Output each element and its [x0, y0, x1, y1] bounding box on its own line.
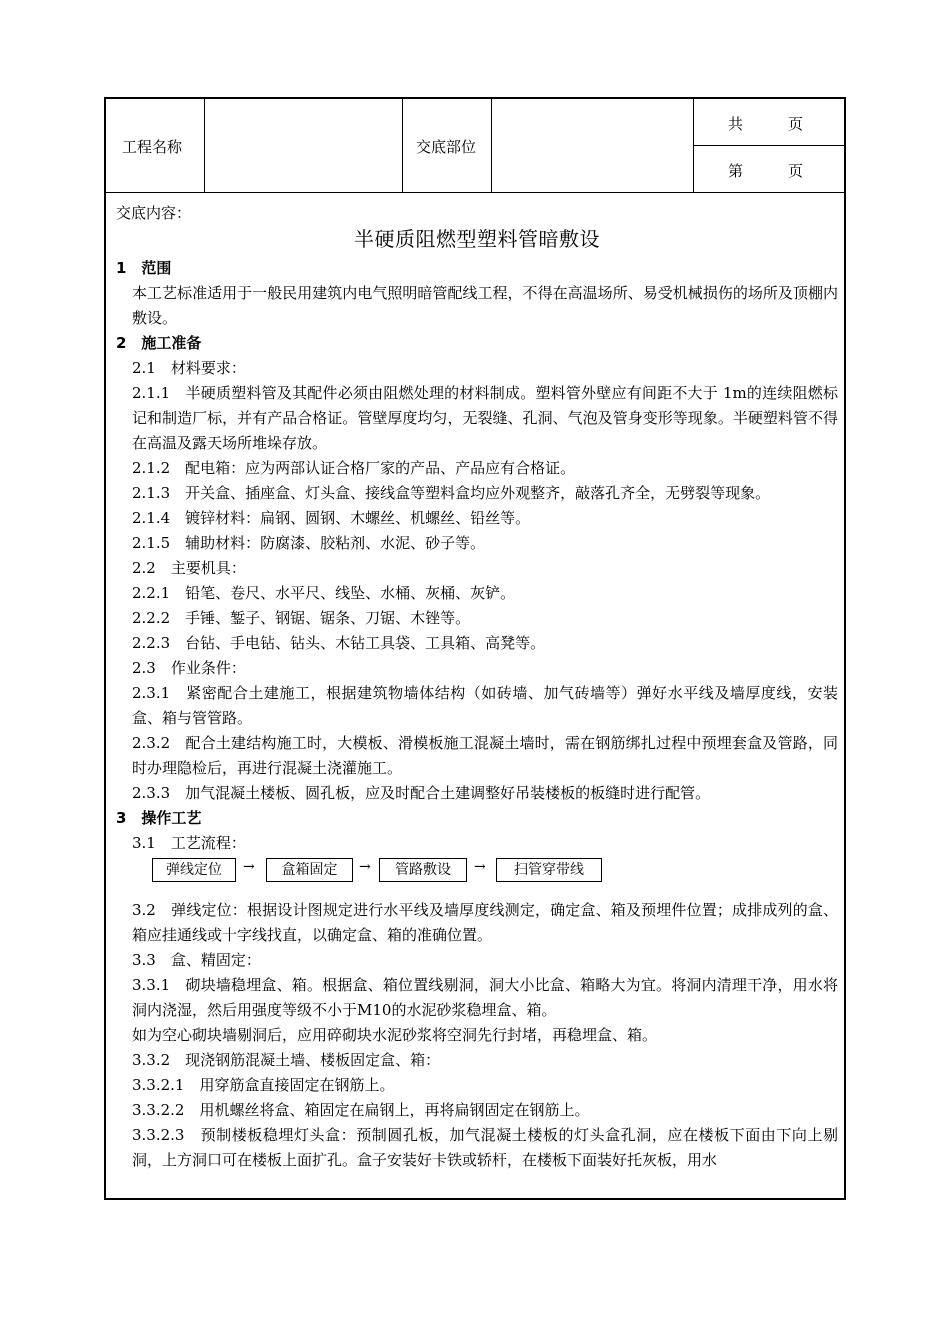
- paragraph: 2.2.2 手锤、錾子、钢锯、锯条、刀锯、木锉等。: [132, 609, 471, 627]
- subsection-heading: 2.3 作业条件：: [132, 659, 246, 677]
- paragraph: 2.3.1 紧密配合土建施工，根据建筑物墙体结构（如砖墙、加气砖墙等）弹好水平线及墙厚度线，安装盒、箱与管管路。: [132, 684, 838, 727]
- paragraph: 2.1.2 配电箱：应为两部认证合格厂家的产品、产品应有合格证。: [132, 459, 576, 477]
- section-heading: 2 施工准备: [116, 334, 202, 352]
- paragraph: 2.1.4 镀锌材料：扁钢、圆钢、木螺丝、机螺丝、铅丝等。: [132, 509, 531, 527]
- divider: [693, 145, 844, 146]
- subsection-heading: 3.1 工艺流程：: [132, 834, 246, 852]
- paragraph: 2.1.5 辅助材料：防腐漆、胶粘剂、水泥、砂子等。: [132, 534, 486, 552]
- subsection-heading: 2.2 主要机具：: [132, 559, 246, 577]
- flow-step: 扫管穿带线: [496, 858, 602, 882]
- project-name-label: 工程名称: [122, 138, 183, 156]
- flow-step: 弹线定位: [152, 858, 236, 882]
- divider: [204, 99, 205, 192]
- paragraph: 2.2.1 铅笔、卷尺、水平尺、线坠、水桶、灰桶、灰铲。: [132, 584, 516, 602]
- paragraph: 2.1.3 开关盒、插座盒、灯头盒、接线盒等塑料盒均应外观整齐，敲落孔齐全，无劈裂等现象。: [132, 484, 771, 502]
- subsection-heading: 3.3 盒、精固定：: [132, 951, 261, 969]
- flow-step: 盒箱固定: [266, 858, 353, 882]
- section-heading: 1 范围: [116, 259, 172, 277]
- document-sheet: [104, 97, 846, 1200]
- flow-step: 管路敷设: [379, 858, 467, 882]
- process-flow: [116, 856, 838, 898]
- divider: [402, 99, 403, 192]
- location-label: 交底部位: [416, 138, 477, 156]
- arrow-icon: →: [359, 859, 371, 875]
- paragraph: 3.2 弹线定位：根据设计图规定进行水平线及墙厚度线测定，确定盒、箱及预埋件位置；成排成列的盒、箱应挂通线或十字线找直，以确定盒、箱的准确位置。: [132, 901, 838, 944]
- divider: [491, 99, 492, 192]
- document-title: 半硬质阻燃型塑料管暗敷设: [354, 227, 600, 251]
- section-heading: 3 操作工艺: [116, 809, 202, 827]
- header-table: [106, 99, 844, 193]
- paragraph: 2.2.3 台钻、手电钻、钻头、木钻工具袋、工具箱、高凳等。: [132, 634, 546, 652]
- paragraph: 3.3.2.2 用机螺丝将盒、箱固定在扁钢上，再将扁钢固定在钢筋上。: [132, 1101, 590, 1119]
- paragraph: 3.3.2 现浇钢筋混凝土墙、楼板固定盒、箱：: [132, 1051, 441, 1069]
- paragraph: 3.3.1 砌块墙稳埋盒、箱。根据盒、箱位置线剔洞，洞大小比盒、箱略大为宜。将洞内清理干净，用水将洞内浇湿，然后用强度等级不小于M10的水泥砂浆稳埋盒、箱。: [132, 976, 838, 1019]
- paragraph: 2.1.1 半硬质塑料管及其配件必须由阻燃处理的材料制成。塑料管外壁应有间距不大于 1m的连续阻燃标记和制造厂标，并有产品合格证。管壁厚度均匀，无裂缝、孔洞、气泡及管身变形等现象。半硬塑料管不得在高温及露天场所堆垛存放。: [132, 384, 838, 452]
- paragraph: 3.3.2.3 预制楼板稳埋灯头盒：预制圆孔板，加气混凝土楼板的灯头盒孔洞，应在楼板下面由下向上剔洞，上方洞口可在楼板上面扩孔。盒子安装好卡铁或轿杆，在楼板下面装好托灰板，用水: [132, 1126, 838, 1169]
- paragraph: 本工艺标准适用于一般民用建筑内电气照明暗管配线工程，不得在高温场所、易受机械损伤的场所及顶棚内敷设。: [132, 284, 838, 327]
- paragraph: 如为空心砌块墙剔洞后，应用碎砌块水泥砂浆将空洞先行封堵，再稳埋盒、箱。: [132, 1026, 658, 1044]
- paragraph: 3.3.2.1 用穿筋盒直接固定在钢筋上。: [132, 1076, 395, 1094]
- subsection-heading: 2.1 材料要求：: [132, 359, 246, 377]
- page-number-label: 第 页: [728, 162, 804, 180]
- content-label: 交底内容：: [116, 204, 192, 222]
- arrow-icon: →: [243, 859, 255, 875]
- document-body: [116, 201, 838, 1173]
- arrow-icon: →: [474, 859, 486, 875]
- paragraph: 2.3.3 加气混凝土楼板、圆孔板，应及时配合土建调整好吊装楼板的板缝时进行配管。: [132, 784, 711, 802]
- paragraph: 2.3.2 配合土建结构施工时，大模板、滑模板施工混凝土墙时，需在钢筋绑扎过程中预埋套盒及管路，同时办理隐检后，再进行混凝土浇灌施工。: [132, 734, 838, 777]
- total-pages-label: 共 页: [728, 115, 804, 133]
